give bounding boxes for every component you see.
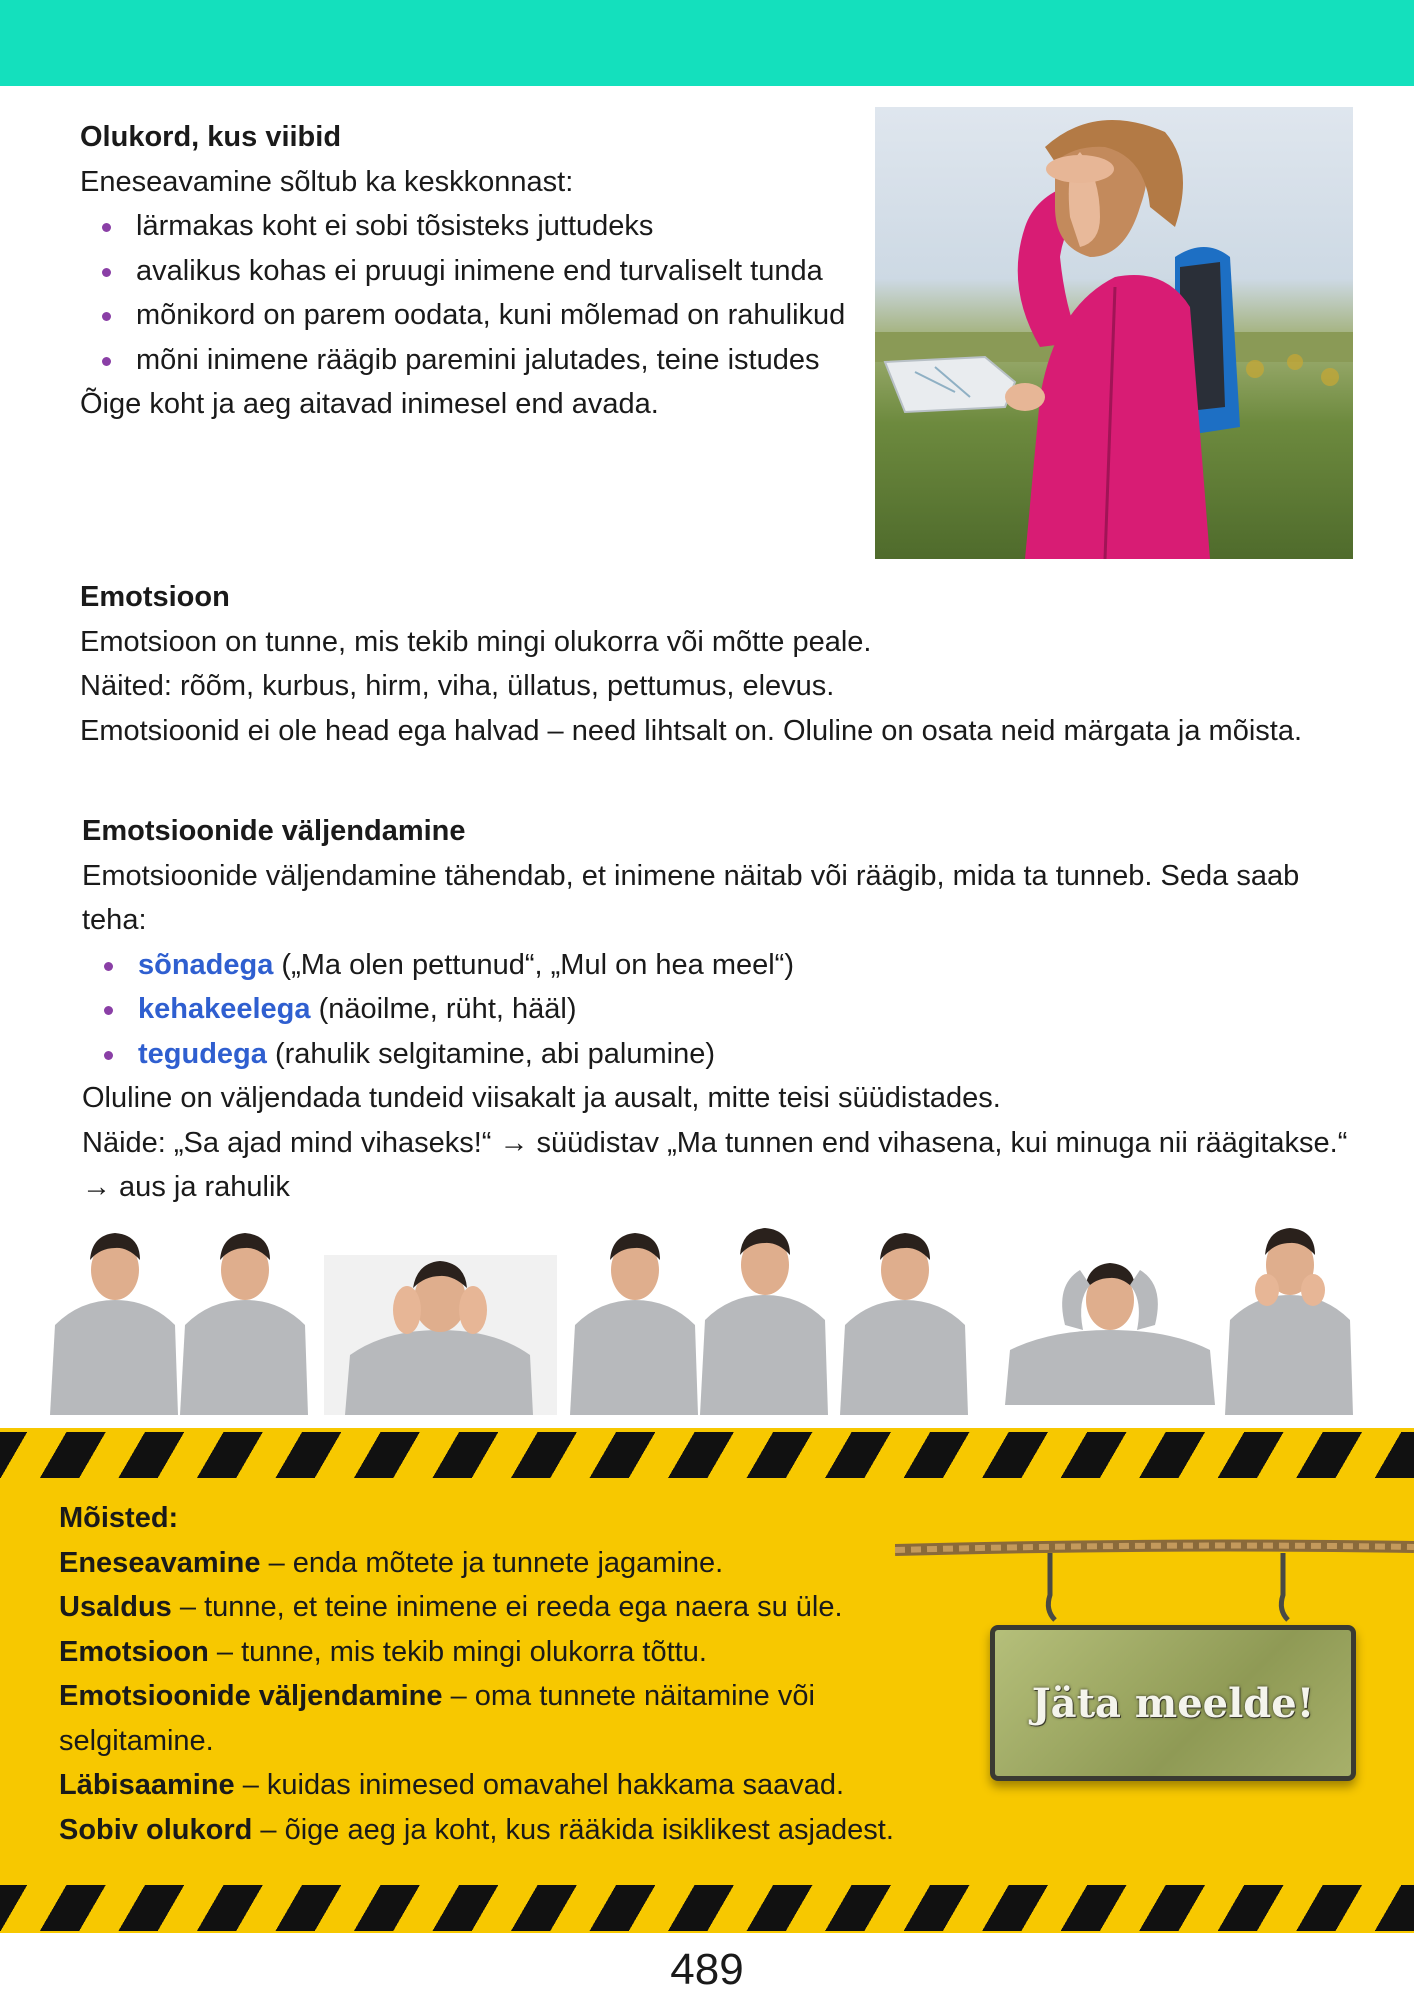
- page-number: 489: [670, 1945, 744, 1994]
- glossary-definition: – oma tunnete näitamine või selgitamine.: [59, 1680, 815, 1757]
- glossary-definition: – enda mõtete ja tunnete jagamine.: [260, 1546, 724, 1579]
- face-photos: [0, 1215, 1414, 1415]
- paragraph-line: Näide: „Sa ajad mind vihaseks!“ → süüdistav „Ma tunnen end vihasena, kui minuga nii räägitakse.“ → aus ja rahulik: [82, 1126, 1348, 1203]
- list-item: avalikus kohas ei pruugi inimene end turvaliselt tunda: [80, 249, 860, 294]
- hazard-stripes-top: [0, 1432, 1414, 1478]
- glossary-entry: [59, 1630, 1019, 1675]
- top-color-bar: [0, 0, 1414, 86]
- glossary-definition: – kuidas inimesed omavahel hakkama saavad.: [234, 1769, 845, 1801]
- section-emotion: [80, 575, 1370, 753]
- list-item: [82, 1032, 1362, 1077]
- glossary-entry: [59, 1763, 1019, 1808]
- glossary-term: Emotsioon: [59, 1635, 209, 1668]
- hazard-stripes-bottom: [0, 1885, 1414, 1931]
- section-outro: Õige koht ja aeg aitavad inimesel end avada.: [80, 388, 659, 420]
- sign-label: Jäta meelde!: [1031, 1679, 1315, 1727]
- item-text: („Ma olen pettunud“, „Mul on hea meel“): [273, 948, 795, 981]
- item-text: (rahulik selgitamine, abi palumine): [266, 1037, 716, 1070]
- glossary-entry: [59, 1674, 959, 1763]
- paragraph-line: Näited: rõõm, kurbus, hirm, viha, üllatus, pettumus, elevus.: [80, 670, 835, 702]
- section-intro: Emotsioonide väljendamine tähendab, et inimene näitab või räägib, mida ta tunneb. Seda saab teha:: [82, 859, 1300, 936]
- glossary-definition: – õige aeg ja koht, kus rääkida isiklikest asjadest.: [252, 1813, 894, 1846]
- glossary-entry: [59, 1541, 1019, 1586]
- glossary-term: Sobiv olukord: [59, 1813, 253, 1846]
- glossary-entry: [59, 1808, 1019, 1853]
- hiker-photo: [875, 107, 1353, 559]
- item-text: (näoilme, rüht, hääl): [310, 993, 577, 1025]
- section-title: Olukord, kus viibid: [80, 121, 342, 153]
- bullet-list: [82, 943, 1362, 1077]
- section-intro: Eneseavamine sõltub ka keskkonnast:: [80, 165, 574, 198]
- glossary-term: Läbisaamine: [59, 1769, 235, 1801]
- glossary-definition: – tunne, et teine inimene ei reeda ega naera su üle.: [171, 1591, 843, 1623]
- emotion-faces-strip: [0, 1215, 1414, 1415]
- list-item: mõni inimene räägib paremini jalutades, teine istudes: [80, 338, 860, 383]
- remember-sign: [990, 1625, 1356, 1781]
- glossary-title: Mõisted:: [59, 1502, 179, 1534]
- keyword: sõnadega: [138, 948, 274, 981]
- list-item: [82, 943, 1362, 988]
- keyword: kehakeelega: [138, 993, 311, 1025]
- list-item: [82, 987, 1362, 1032]
- glossary-term: Emotsioonide väljendamine: [59, 1680, 443, 1712]
- rope-icon: [895, 1535, 1414, 1635]
- glossary-term: Eneseavamine: [59, 1546, 261, 1579]
- paragraph-line: Emotsioon on tunne, mis tekib mingi olukorra või mõtte peale.: [80, 625, 872, 658]
- keyword: tegudega: [138, 1037, 267, 1070]
- paragraph-line: Oluline on väljendada tundeid viisakalt ja ausalt, mitte teisi süüdistades.: [82, 1082, 1001, 1114]
- glossary-term: Usaldus: [59, 1591, 172, 1623]
- bullet-list: [80, 204, 860, 382]
- section-title: Emotsioonide väljendamine: [82, 815, 466, 847]
- glossary-definition: – tunne, mis tekib mingi olukorra tõttu.: [208, 1635, 707, 1668]
- list-item: mõnikord on parem oodata, kuni mõlemad on rahulikud: [80, 293, 860, 338]
- glossary: [59, 1496, 1019, 1852]
- paragraph-line: Emotsioonid ei ole head ega halvad – need lihtsalt on. Oluline on osata neid märgata ja mõista.: [80, 714, 1303, 747]
- glossary-entry: [59, 1585, 1019, 1630]
- list-item: lärmakas koht ei sobi tõsisteks juttudeks: [80, 204, 860, 249]
- section-expressing-emotions: [82, 809, 1362, 1210]
- section-title: Emotsioon: [80, 581, 230, 613]
- section-situation: [80, 115, 860, 427]
